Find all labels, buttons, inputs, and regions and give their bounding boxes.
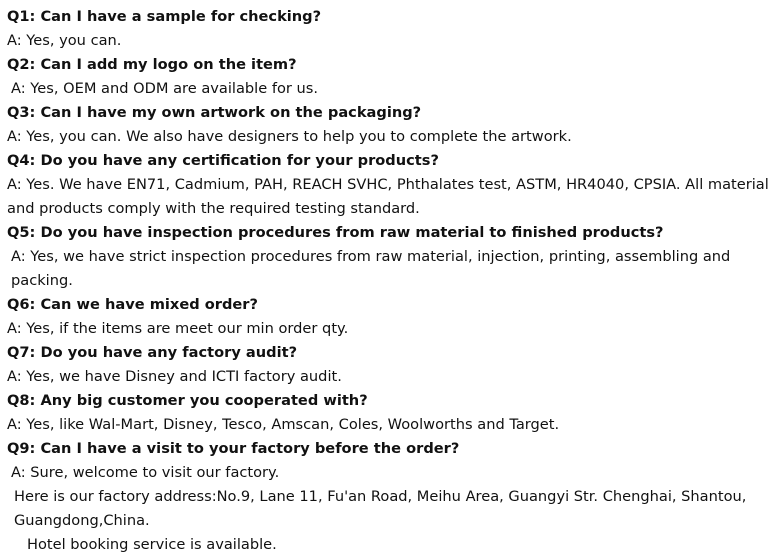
faq-answer-4: A: Yes. We have EN71, Cadmium, PAH, REACH SVHC, Phthalates test, ASTM, HR4040, CPSIA. All material and products comply with the required testing standard. xyxy=(7,176,769,217)
faq-answer-2: A: Yes, OEM and ODM are available for us. xyxy=(11,80,319,97)
faq-question-5: Q5: Do you have inspection procedures from raw material to finished products? xyxy=(7,224,664,241)
faq-question-9: Q9: Can I have a visit to your factory before the order? xyxy=(7,440,460,457)
faq-question-4: Q4: Do you have any certification for your products? xyxy=(7,152,439,169)
faq-question-7: Q7: Do you have any factory audit? xyxy=(7,344,298,361)
faq-answer-9-address: Here is our factory address:No.9, Lane 11, Fu'an Road, Meihu Area, Guangyi Str. Chenghai, Shantou, Guangdong,China. xyxy=(14,488,747,529)
faq-answer-8: A: Yes, like Wal-Mart, Disney, Tesco, Amscan, Coles, Woolworths and Target. xyxy=(7,416,560,433)
faq-answer-7: A: Yes, we have Disney and ICTI factory audit. xyxy=(7,368,342,385)
faq-answer-1: A: Yes, you can. xyxy=(7,32,122,49)
faq-answer-9: A: Sure, welcome to visit our factory. xyxy=(11,464,280,481)
faq-answer-3: A: Yes, you can. We also have designers to help you to complete the artwork. xyxy=(7,128,572,145)
faq-question-3: Q3: Can I have my own artwork on the packaging? xyxy=(7,104,422,121)
faq-question-6: Q6: Can we have mixed order? xyxy=(7,296,258,313)
faq-question-1: Q1: Can I have a sample for checking? xyxy=(7,8,322,25)
faq-answer-5: A: Yes, we have strict inspection procedures from raw material, injection, printing, assembling and packing. xyxy=(11,248,731,289)
faq-answer-6: A: Yes, if the items are meet our min order qty. xyxy=(7,320,349,337)
faq-document xyxy=(7,5,773,557)
faq-question-8: Q8: Any big customer you cooperated with? xyxy=(7,392,368,409)
faq-answer-9-hotel: Hotel booking service is available. xyxy=(27,536,277,553)
faq-question-2: Q2: Can I add my logo on the item? xyxy=(7,56,297,73)
